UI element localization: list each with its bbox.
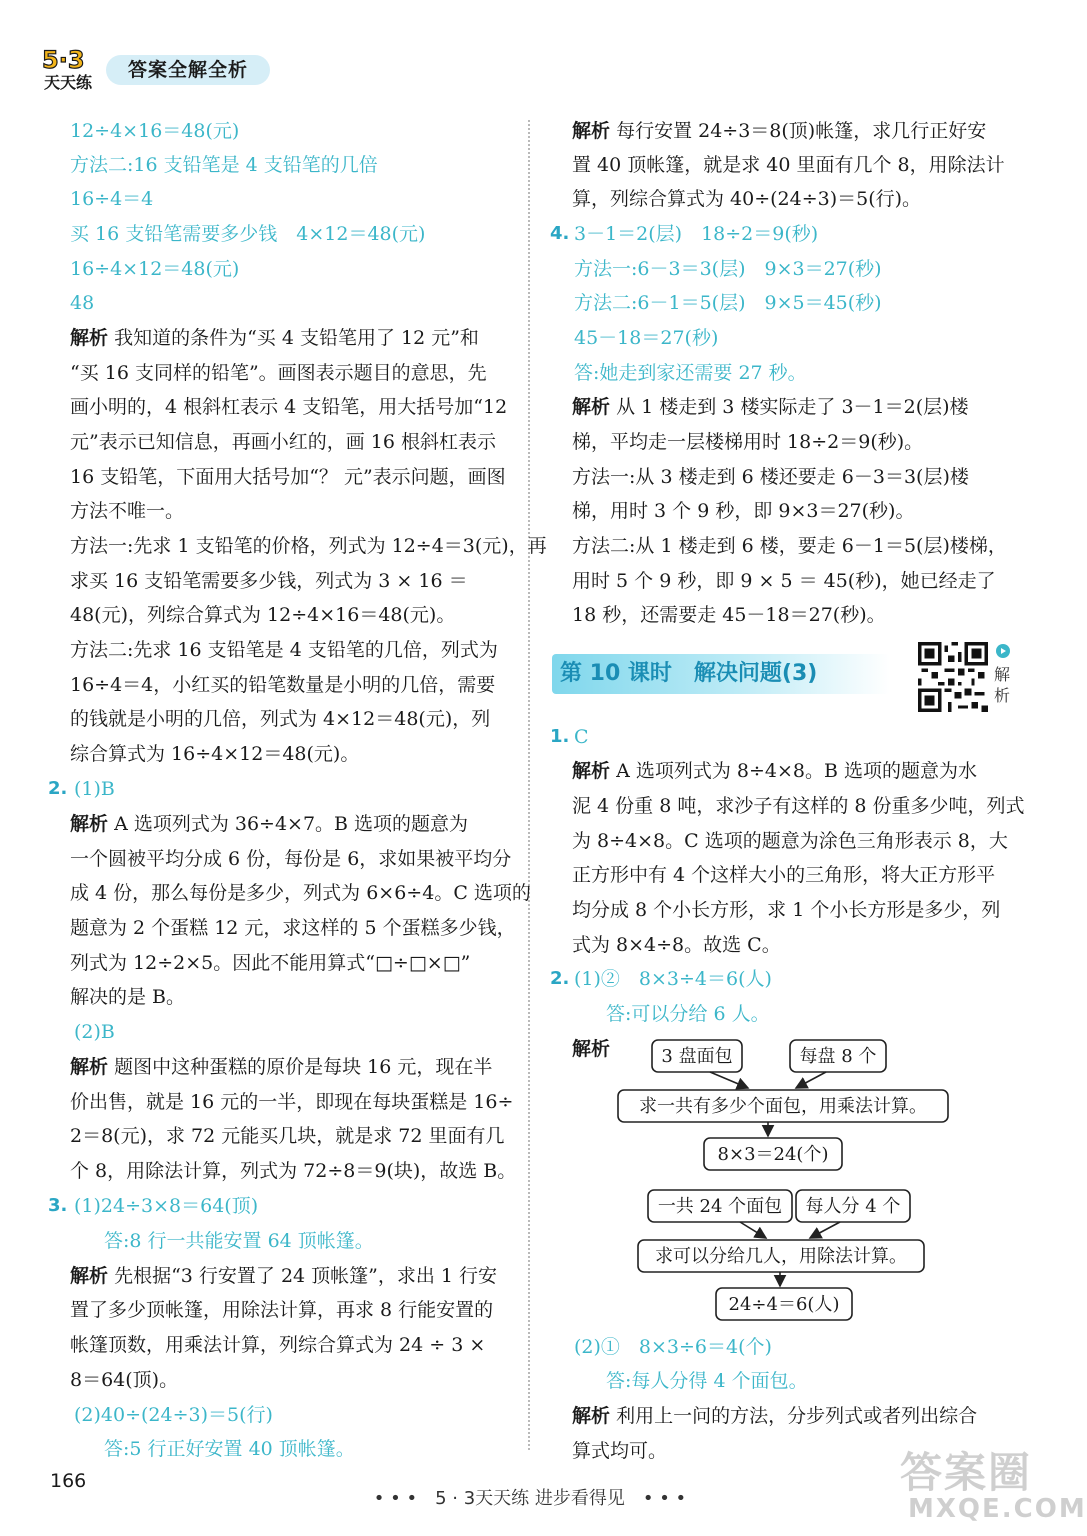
question-number: 3. bbox=[48, 1195, 68, 1216]
text-line: 梯，用时 3 个 9 秒，即 9×3＝27(秒)。 bbox=[572, 500, 915, 522]
text-line: 列式为 12÷2×5。因此不能用算式“□÷□×□” bbox=[70, 952, 471, 974]
question-number: 2. bbox=[48, 778, 68, 799]
watermark-title: 答案圈 bbox=[900, 1448, 1033, 1497]
text-line: 从 1 楼走到 3 楼实际走了 3－1＝2(层)楼 bbox=[616, 396, 969, 418]
text-line: 方法一:先求 1 支铅笔的价格，列式为 12÷4＝3(元)，再 bbox=[70, 535, 547, 557]
text-line: 置 40 顶帐篷，就是求 40 里面有几个 8，用除法计 bbox=[572, 154, 1005, 176]
text-line: 解决的是 B。 bbox=[70, 986, 186, 1008]
text-line: 元”表示已知信息，再画小红的，画 16 根斜杠表示 bbox=[70, 431, 496, 453]
text-line: 的钱就是小明的几倍，列式为 4×12＝48(元)，列 bbox=[70, 708, 491, 730]
text-line: A 选项列式为 36÷4×7。B 选项的题意为 bbox=[114, 813, 469, 835]
answer-line: 45－18＝27(秒) bbox=[574, 327, 719, 349]
answer-line: 答:5 行正好安置 40 顶帐篷。 bbox=[104, 1438, 355, 1460]
play-icon bbox=[996, 644, 1010, 658]
answer-line: (2)40÷(24÷3)＝5(行) bbox=[74, 1404, 273, 1426]
answer-line: (1)② 8×3÷4＝6(人) bbox=[574, 968, 772, 990]
analysis-tag: 解析 bbox=[70, 1265, 109, 1287]
text-line: 算式均可。 bbox=[572, 1440, 668, 1462]
text-line: 18 秒，还需要走 45－18＝27(秒)。 bbox=[572, 604, 886, 626]
answer-line: 3－1＝2(层) 18÷2＝9(秒) bbox=[574, 223, 819, 245]
lesson-title: 第 10 课时 解决问题(3) bbox=[552, 654, 890, 694]
text-line: 为 8÷4×8。C 选项的题意为涂色三角形表示 8，大 bbox=[572, 830, 1008, 852]
page-number: 166 bbox=[50, 1470, 87, 1492]
text-line: 我知道的条件为“买 4 支铅笔用了 12 元”和 bbox=[114, 327, 479, 349]
flow-box-total: 一共 24 个面包 bbox=[657, 1196, 783, 1217]
answer-line: 48 bbox=[70, 292, 95, 314]
text-line: 8＝64(顶)。 bbox=[70, 1369, 179, 1391]
flow-box-step1: 求一共有多少个面包，用乘法计算。 bbox=[639, 1096, 927, 1117]
text-line: A 选项列式为 8÷4×8。B 选项的题意为水 bbox=[616, 760, 977, 782]
answer-line: (2)① 8×3÷6＝4(个) bbox=[574, 1336, 772, 1358]
watermark-url: MXQE.COM bbox=[908, 1494, 1087, 1524]
qr-label: 解析 bbox=[994, 665, 1011, 705]
answer-line: 方法二:16 支铅笔是 4 支铅笔的几倍 bbox=[70, 154, 378, 176]
analysis-tag: 解析 bbox=[70, 1056, 109, 1078]
qr-code-icon[interactable] bbox=[918, 642, 988, 712]
text-line: 画小明的，4 根斜杠表示 4 支铅笔，用大括号加“12 bbox=[70, 396, 508, 418]
answer-line: (1)24÷3×8＝64(顶) bbox=[74, 1195, 259, 1217]
header-title: 答案全解全析 bbox=[106, 55, 270, 85]
text-line: 16 支铅笔，下面用大括号加“？ 元”表示问题，画图 bbox=[70, 466, 506, 488]
text-line: 每行安置 24÷3＝8(顶)帐篷，求几行正好安 bbox=[616, 120, 987, 142]
flow-diagram bbox=[600, 1030, 980, 1330]
text-line: 一个圆被平均分成 6 份，每份是 6，求如果被平均分 bbox=[70, 848, 512, 870]
text-line: 泥 4 份重 8 吨，求沙子有这样的 8 份重多少吨，列式 bbox=[572, 795, 1025, 817]
text-line: 方法二:从 1 楼走到 6 楼，要走 6－1＝5(层)楼梯， bbox=[572, 535, 1007, 557]
text-line: 置了多少顶帐篷，用除法计算，再求 8 行能安置的 bbox=[70, 1299, 494, 1321]
question-number: 2. bbox=[550, 968, 570, 989]
analysis-tag: 解析 bbox=[70, 327, 109, 349]
text-line: 算，列综合算式为 40÷(24÷3)＝5(行)。 bbox=[572, 188, 922, 210]
text-line: 方法不唯一。 bbox=[70, 500, 185, 522]
flow-box-per-plate: 每盘 8 个 bbox=[799, 1046, 877, 1067]
text-line: 16÷4＝4，小红买的铅笔数量是小明的几倍，需要 bbox=[70, 674, 496, 696]
answer-line: 12÷4×16＝48(元) bbox=[70, 120, 240, 142]
text-line: 用时 5 个 9 秒，即 9 × 5 ＝ 45(秒)，她已经走了 bbox=[572, 570, 996, 592]
brand-logo bbox=[40, 44, 102, 92]
text-line: 梯，平均走一层楼梯用时 18÷2＝9(秒)。 bbox=[572, 431, 924, 453]
footer-slogan: • • • 5 · 3天天练 进步看得见 • • • bbox=[373, 1488, 687, 1509]
column-divider bbox=[528, 120, 530, 1450]
flow-box-step2: 求可以分给几人，用除法计算。 bbox=[655, 1246, 907, 1267]
flow-box-result2: 24÷4＝6(人) bbox=[728, 1294, 840, 1315]
svg-text:5·3: 5·3 bbox=[42, 46, 85, 74]
text-line: 方法一:从 3 楼走到 6 楼还要走 6－3＝3(层)楼 bbox=[572, 466, 969, 488]
text-line: 成 4 份，那么每份是多少，列式为 6×6÷4。C 选项的 bbox=[70, 882, 531, 904]
text-line: 综合算式为 16÷4×12＝48(元)。 bbox=[70, 743, 360, 765]
text-line: 方法二:先求 16 支铅笔是 4 支铅笔的几倍，列式为 bbox=[70, 639, 498, 661]
text-line: 求买 16 支铅笔需要多少钱，列式为 3 × 16 ＝ bbox=[70, 570, 468, 592]
answer-line: 答:她走到家还需要 27 秒。 bbox=[574, 362, 807, 384]
flow-box-result1: 8×3＝24(个) bbox=[717, 1144, 829, 1165]
question-number: 4. bbox=[550, 223, 570, 244]
text-line: 均分成 8 个小长方形，求 1 个小长方形是多少，列 bbox=[572, 899, 1001, 921]
answer-line: 答:每人分得 4 个面包。 bbox=[606, 1370, 808, 1392]
analysis-tag: 解析 bbox=[572, 120, 611, 142]
flow-box-per-person: 每人分 4 个 bbox=[805, 1196, 901, 1217]
analysis-tag: 解析 bbox=[572, 1405, 611, 1427]
answer-line: 答:可以分给 6 人。 bbox=[606, 1003, 770, 1025]
text-line: “买 16 支同样的铅笔”。画图表示题目的意思，先 bbox=[70, 362, 487, 384]
text-line: 先根据“3 行安置了 24 顶帐篷”，求出 1 行安 bbox=[114, 1265, 498, 1287]
text-line: 利用上一问的方法，分步列式或者列出综合 bbox=[616, 1405, 978, 1427]
analysis-tag: 解析 bbox=[572, 760, 611, 782]
text-line: 48(元)，列综合算式为 12÷4×16＝48(元)。 bbox=[70, 604, 456, 626]
text-line: 题图中这种蛋糕的原价是每块 16 元，现在半 bbox=[114, 1056, 493, 1078]
text-line: 个 8，用除法计算，列式为 72÷8＝9(块)，故选 B。 bbox=[70, 1160, 517, 1182]
text-line: 帐篷顶数，用乘法计算，列综合算式为 24 ÷ 3 × bbox=[70, 1334, 486, 1356]
text-line: 2＝8(元)，求 72 元能买几块，就是求 72 里面有几 bbox=[70, 1125, 505, 1147]
text-line: 题意为 2 个蛋糕 12 元，求这样的 5 个蛋糕多少钱， bbox=[70, 917, 516, 939]
answer-line: 16÷4＝4 bbox=[70, 188, 154, 210]
question-number: 1. bbox=[550, 726, 570, 747]
text-line: 正方形中有 4 个这样大小的三角形，将大正方形平 bbox=[572, 864, 996, 886]
analysis-tag: 解析 bbox=[70, 813, 109, 835]
analysis-tag: 解析 bbox=[572, 396, 611, 418]
answer-line: 答:8 行一共能安置 64 顶帐篷。 bbox=[104, 1230, 374, 1252]
analysis-tag: 解析 bbox=[572, 1038, 611, 1060]
answer-line: C bbox=[574, 726, 589, 748]
text-line: 式为 8×4÷8。故选 C。 bbox=[572, 934, 781, 956]
watermark bbox=[878, 1438, 1087, 1530]
answer-line: 方法一:6－3＝3(层) 9×3＝27(秒) bbox=[574, 258, 882, 280]
answer-line: 方法二:6－1＝5(层) 9×5＝45(秒) bbox=[574, 292, 882, 314]
answer-line: 16÷4×12＝48(元) bbox=[70, 258, 240, 280]
answer-line: (1)B bbox=[74, 778, 115, 800]
flow-box-plates: 3 盘面包 bbox=[661, 1046, 733, 1067]
text-line: 价出售，就是 16 元的一半，即现在每块蛋糕是 16÷ bbox=[70, 1091, 514, 1113]
svg-text:天天练: 天天练 bbox=[44, 73, 93, 92]
answer-line: 买 16 支铅笔需要多少钱 4×12＝48(元) bbox=[70, 223, 426, 245]
answer-line: (2)B bbox=[74, 1021, 115, 1043]
